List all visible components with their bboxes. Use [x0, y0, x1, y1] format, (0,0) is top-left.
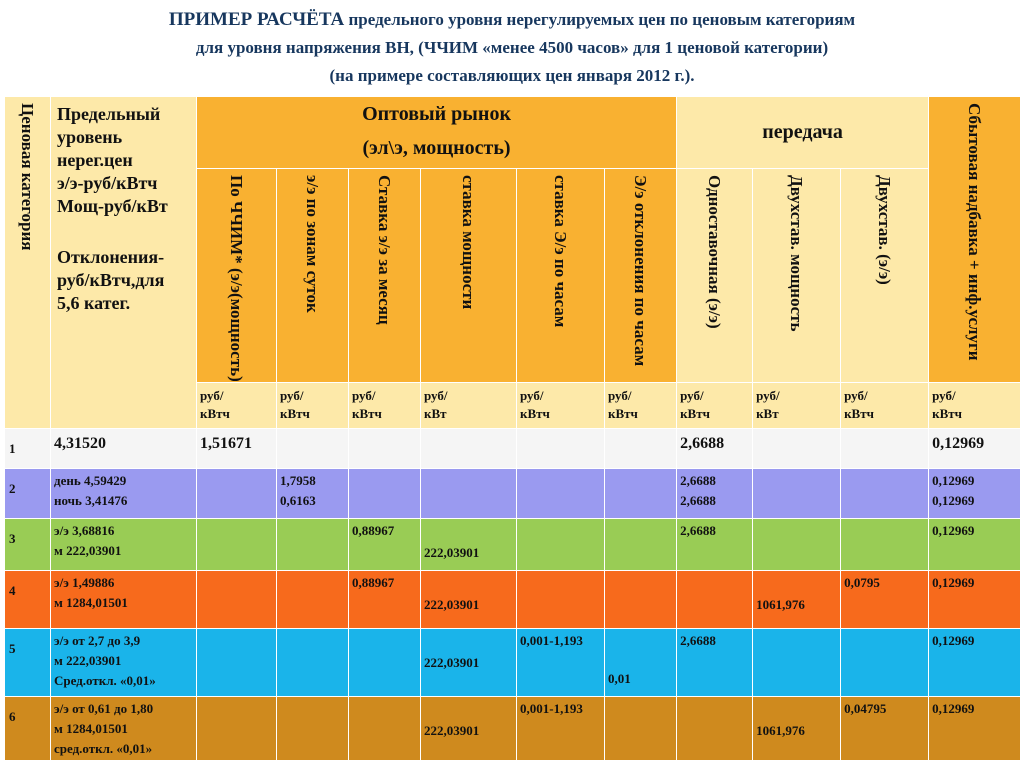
- cell-zones: [277, 428, 349, 468]
- title-line-3: (на примере составляющих цен января 2012 г.).: [329, 66, 695, 85]
- cell-sales: 0,12969: [929, 518, 1021, 570]
- cell-zones: [277, 628, 349, 696]
- header-category-text: Ценовая категория: [18, 103, 37, 251]
- cell-rate-month: 0,88967: [349, 518, 421, 570]
- row-category: 1: [5, 428, 51, 468]
- deviation-line: Отклонения-: [57, 247, 165, 267]
- title-line-1: [0, 6, 1024, 34]
- cell-deviation: [605, 518, 677, 570]
- unit-line: руб/: [280, 387, 304, 403]
- table-row: [5, 696, 1021, 760]
- unit-rate-hours: [517, 382, 605, 428]
- unit-sales: [929, 382, 1021, 428]
- row-level: 4,31520: [51, 428, 197, 468]
- cell-deviation: [605, 570, 677, 628]
- table-row: [5, 428, 1021, 468]
- row-category: 4: [5, 570, 51, 628]
- header-wholesale: [197, 97, 677, 169]
- cell-two-ee: [841, 468, 929, 518]
- col-rate-month: [349, 169, 421, 383]
- unit-rate-month: [349, 382, 421, 428]
- level-value: Сред.откл. «0,01»: [54, 672, 156, 688]
- unit-line: кВтч: [608, 405, 638, 421]
- wholesale-title: Оптовый рынок: [362, 103, 511, 125]
- col-zones: [277, 169, 349, 383]
- deviation-line: руб/кВтч,для: [57, 270, 165, 290]
- cell-rate-month: [349, 428, 421, 468]
- cell-rate-month: [349, 696, 421, 760]
- col-rate-hours: [517, 169, 605, 383]
- cell-zones: [277, 570, 349, 628]
- zone-value: 1,7958: [280, 472, 316, 488]
- table-row: [5, 518, 1021, 570]
- level-value: э/э от 2,7 до 3,9: [54, 632, 141, 648]
- row-level: [51, 518, 197, 570]
- deviation-line: 5,6 катег.: [57, 293, 131, 313]
- cell-rate-hours: [517, 570, 605, 628]
- unit-line: руб/: [756, 387, 780, 403]
- cell-chchim: 1,51671: [197, 428, 277, 468]
- unit-line: руб/: [520, 387, 544, 403]
- title-line-2: для уровня напряжения ВН, (ЧЧИМ «менее 4500 часов» для 1 ценовой категории): [195, 38, 829, 57]
- cell-rate-power: 222,03901: [421, 696, 517, 760]
- col-chchim-text: По ЧЧИМ* (э/э(мощность): [227, 175, 246, 382]
- level-value: ночь 3,41476: [54, 492, 128, 508]
- level-value: день 4,59429: [54, 472, 127, 488]
- unit-line: руб/: [352, 387, 376, 403]
- row-level: [51, 570, 197, 628]
- cell-rate-power: 222,03901: [421, 518, 517, 570]
- transmission-title: передача: [762, 121, 843, 143]
- col-deviation-hours-text: Э/э отклонения по часам: [631, 175, 651, 367]
- cell-two-ee: [841, 428, 929, 468]
- col-two-ee: [841, 169, 929, 383]
- col-rate-hours-text: ставка Э/э по часам: [551, 175, 570, 328]
- level-value: э/э 3,68816: [54, 522, 115, 538]
- cell-single: [677, 468, 753, 518]
- unit-line: кВтч: [844, 405, 874, 421]
- cell-rate-month: [349, 468, 421, 518]
- cell-rate-hours: [517, 518, 605, 570]
- level-line: уровень: [57, 127, 123, 147]
- unit-line: руб/: [844, 387, 868, 403]
- cell-sales: 0,12969: [929, 696, 1021, 760]
- row-category: 2: [5, 468, 51, 518]
- cell-two-power: [753, 518, 841, 570]
- unit-line: кВтч: [520, 405, 550, 421]
- level-value: э/э от 0,61 до 1,80: [54, 700, 154, 716]
- row-level: [51, 628, 197, 696]
- row-level: [51, 696, 197, 760]
- unit-zones: [277, 382, 349, 428]
- col-two-ee-text: Двухстав. (э/э): [875, 175, 895, 285]
- cell-sales: 0,12969: [929, 428, 1021, 468]
- level-line: э/э-руб/кВтч: [57, 173, 158, 193]
- cell-two-power: 1061,976: [753, 696, 841, 760]
- cell-rate-power: [421, 468, 517, 518]
- header-level: [51, 97, 197, 429]
- unit-line: руб/: [932, 387, 956, 403]
- unit-single: [677, 382, 753, 428]
- cell-zones: [277, 468, 349, 518]
- col-rate-power-text: ставка мощности: [459, 175, 478, 310]
- cell-single: 2,6688: [677, 628, 753, 696]
- unit-line: кВт: [756, 405, 779, 421]
- unit-line: кВтч: [932, 405, 962, 421]
- cell-deviation: 0,01: [605, 628, 677, 696]
- col-chchim: [197, 169, 277, 383]
- price-table: [4, 96, 1021, 761]
- cell-rate-power: [421, 428, 517, 468]
- wholesale-subtitle: (эл\э, мощность): [362, 137, 511, 159]
- cell-deviation: [605, 696, 677, 760]
- cell-chchim: [197, 696, 277, 760]
- cell-rate-power: 222,03901: [421, 570, 517, 628]
- col-rate-month-text: Ставка э/э за месяц: [375, 175, 394, 325]
- row-category: 5: [5, 628, 51, 696]
- cell-two-ee: [841, 518, 929, 570]
- cell-sales: 0,12969: [929, 570, 1021, 628]
- single-value: 2,6688: [680, 492, 716, 508]
- cell-chchim: [197, 518, 277, 570]
- cell-sales: 0,12969: [929, 628, 1021, 696]
- level-value: м 1284,01501: [54, 594, 128, 610]
- single-value: 2,6688: [680, 472, 716, 488]
- cell-deviation: [605, 428, 677, 468]
- unit-line: кВтч: [200, 405, 230, 421]
- cell-two-power: 1061,976: [753, 570, 841, 628]
- cell-rate-month: 0,88967: [349, 570, 421, 628]
- table-row: [5, 570, 1021, 628]
- cell-rate-hours: 0,001-1,193: [517, 628, 605, 696]
- cell-deviation: [605, 468, 677, 518]
- unit-chchim: [197, 382, 277, 428]
- sales-value: 0,12969: [932, 472, 975, 488]
- title-bold: ПРИМЕР РАСЧЁТА: [168, 9, 345, 30]
- cell-rate-hours: 0,001-1,193: [517, 696, 605, 760]
- col-two-power-text: Двухстав. мощность: [787, 175, 807, 332]
- unit-line: кВтч: [280, 405, 310, 421]
- cell-single: 2,6688: [677, 428, 753, 468]
- cell-two-ee: 0,0795: [841, 570, 929, 628]
- level-value: м 222,03901: [54, 542, 122, 558]
- unit-line: кВт: [424, 405, 447, 421]
- row-level: [51, 468, 197, 518]
- header-sales-text: Сбытовая надбавка + инф.услуги: [965, 103, 985, 361]
- cell-two-ee: [841, 628, 929, 696]
- level-value: м 1284,01501: [54, 720, 128, 736]
- unit-two-power: [753, 382, 841, 428]
- row-category: 3: [5, 518, 51, 570]
- level-value: м 222,03901: [54, 652, 122, 668]
- cell-chchim: [197, 468, 277, 518]
- cell-chchim: [197, 570, 277, 628]
- header-transmission: [677, 97, 929, 169]
- unit-deviation-hours: [605, 382, 677, 428]
- cell-two-ee: 0,04795: [841, 696, 929, 760]
- cell-two-power: [753, 628, 841, 696]
- unit-two-ee: [841, 382, 929, 428]
- level-line: Предельный: [57, 104, 161, 124]
- unit-rate-power: [421, 382, 517, 428]
- col-zones-text: э/э по зонам суток: [303, 175, 322, 313]
- row-category: 6: [5, 696, 51, 760]
- unit-line: кВтч: [680, 405, 710, 421]
- cell-two-power: [753, 428, 841, 468]
- table-row: [5, 468, 1021, 518]
- level-line: Мощ-руб/кВт: [57, 196, 168, 216]
- unit-line: кВтч: [352, 405, 382, 421]
- unit-line: руб/: [680, 387, 704, 403]
- col-rate-power: [421, 169, 517, 383]
- cell-rate-hours: [517, 468, 605, 518]
- level-value: э/э 1,49886: [54, 574, 115, 590]
- zone-value: 0,6163: [280, 492, 316, 508]
- col-two-power: [753, 169, 841, 383]
- unit-line: руб/: [200, 387, 224, 403]
- table-row: [5, 628, 1021, 696]
- cell-two-power: [753, 468, 841, 518]
- cell-chchim: [197, 628, 277, 696]
- col-single: [677, 169, 753, 383]
- col-deviation-hours: [605, 169, 677, 383]
- cell-rate-month: [349, 628, 421, 696]
- cell-single: 2,6688: [677, 518, 753, 570]
- unit-line: руб/: [424, 387, 448, 403]
- cell-zones: [277, 696, 349, 760]
- sales-value: 0,12969: [932, 492, 975, 508]
- cell-rate-power: 222,03901: [421, 628, 517, 696]
- level-value: сред.откл. «0,01»: [54, 740, 153, 756]
- header-category: [5, 97, 51, 429]
- cell-sales: [929, 468, 1021, 518]
- title-rest: предельного уровня нерегулируемых цен по ценовым категориям: [344, 10, 856, 29]
- level-line: нерег.цен: [57, 150, 133, 170]
- cell-zones: [277, 518, 349, 570]
- cell-rate-hours: [517, 428, 605, 468]
- cell-single: [677, 570, 753, 628]
- unit-line: руб/: [608, 387, 632, 403]
- header-sales: [929, 97, 1021, 383]
- page-title: [0, 6, 1024, 90]
- col-single-text: Одноставочная (э/э): [705, 175, 725, 329]
- cell-single: [677, 696, 753, 760]
